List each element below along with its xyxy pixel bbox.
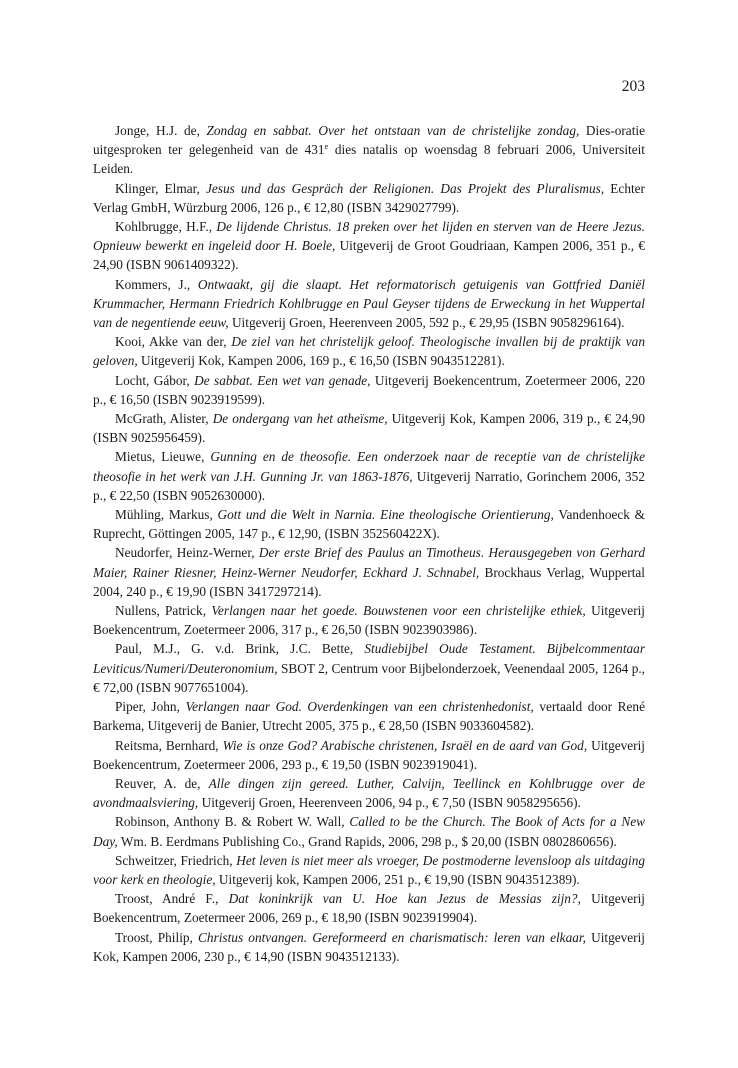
bibliography-entry <box>93 697 645 735</box>
entry-title: Gunning en de theosofie. Een onderzoek naar de receptie van de christelijke theosofie in het werk van J.H. Gunning Jr. van 1863-1876, <box>93 449 645 484</box>
entry-details: Uitgeverij Kok, Kampen 2006, 319 p., € 24,90 (ISBN 9025956459). <box>93 411 645 446</box>
entry-details: Uitgeverij Groen, Heerenveen 2006, 94 p., € 7,50 (ISBN 9058295656). <box>198 795 581 811</box>
bibliography-entry <box>93 275 645 333</box>
entry-title: Zondag en sabbat. Over het ontstaan van de christelijke zondag, <box>206 123 580 138</box>
bibliography-entry <box>93 543 645 601</box>
entry-title: Gott und die Welt in Narnia. Eine theologische Orientierung, <box>217 507 554 523</box>
entry-details: Brockhaus Verlag, Wuppertal 2004, 240 p., € 19,90 (ISBN 3417297214). <box>93 564 645 599</box>
entry-author: Jonge, H.J. de, <box>115 123 207 138</box>
entry-details: Wm. B. Eerdmans Publishing Co., Grand Rapids, 2006, 298 p., $ 20,00 (ISBN 0802860656). <box>117 833 617 849</box>
entry-author: McGrath, Alister, <box>115 411 213 427</box>
entry-details: Uitgeverij Boekencentrum, Zoetermeer 2006, 293 p., € 19,50 (ISBN 9023919041). <box>93 737 645 772</box>
entry-title: Der erste Brief des Paulus an Timotheus. Herausgegeben von Gerhard Maier, Rainer Riesner, Heinz-Werner Neudorfer, Eckhard J. Schnabel, <box>93 545 645 580</box>
entry-details: dies natalis op woensdag 8 februari 2006, Universiteit Leiden. <box>93 142 645 177</box>
entry-details: Uitgeverij Kok, Kampen 2006, 230 p., € 14,90 (ISBN 9043512133). <box>93 929 645 964</box>
entry-details: Uitgeverij kok, Kampen 2006, 251 p., € 19,90 (ISBN 9043512389). <box>215 871 580 887</box>
entry-author: Piper, John, <box>115 699 186 715</box>
bibliography-list <box>93 121 645 966</box>
entry-details: Uitgeverij Boekencentrum, Zoetermeer 2006, 220 p., € 16,50 (ISBN 9023919599). <box>93 372 646 407</box>
entry-title: Dat koninkrijk van U. Hoe kan Jezus de Messias zijn?, <box>228 891 581 907</box>
entry-author: Mühling, Markus, <box>115 507 218 523</box>
ordinal-superscript: e <box>324 141 329 152</box>
entry-title: Studiebijbel Oude Testament. Bijbelcommentaar Leviticus/Numeri/Deuteronomium, <box>93 641 645 676</box>
entry-author: Robinson, Anthony B. & Robert W. Wall, <box>115 814 350 830</box>
entry-title: Verlangen naar God. Overdenkingen van een christenhedonist, <box>185 699 534 715</box>
entry-title: Jesus und das Gespräch der Religionen. Das Projekt des Pluralismus, <box>205 180 605 196</box>
bibliography-entry <box>93 217 645 275</box>
entry-title: Ontwaakt, gij die slaapt. Het reformatorisch getuigenis van Gottfried Daniël Krummacher, Hermann Friedrich Kohlbrugge en Paul Geyser tijdens de Erweckung in het Wuppertal van de negentiende eeuw, <box>93 276 645 331</box>
entry-author: Locht, Gábor, <box>115 372 195 388</box>
entry-title: De sabbat. Een wet van genade, <box>194 372 371 388</box>
bibliography-entry <box>93 601 645 639</box>
entry-details: Echter Verlag GmbH, Würzburg 2006, 126 p., € 12,80 (ISBN 3429027799). <box>93 180 645 215</box>
bibliography-entry <box>93 639 645 697</box>
entry-author: Reitsma, Bernhard, <box>115 737 223 753</box>
bibliography-entry <box>93 447 645 505</box>
entry-title: Alle dingen zijn gereed. Luther, Calvijn, Teellinck en Kohlbrugge over de avondmaalsviering, <box>93 775 646 811</box>
entry-title: Christus ontvangen. Gereformeerd en charismatisch: leren van elkaar, <box>198 929 586 945</box>
bibliography-entry <box>93 774 645 812</box>
bibliography-entry <box>93 851 645 889</box>
entry-title: Het leven is niet meer als vroeger, De postmoderne levensloop als uitdaging voor kerk en theologie, <box>93 852 645 887</box>
bibliography-entry <box>93 179 645 217</box>
entry-title: Wie is onze God? Arabische christenen, Israël en de aard van God, <box>222 737 588 753</box>
bibliography-entry <box>93 889 645 927</box>
bibliography-entry <box>93 928 645 966</box>
entry-author: Neudorfer, Heinz-Werner, <box>115 545 259 561</box>
entry-author: Kommers, J., <box>115 276 198 292</box>
entry-author: Reuver, A. de, <box>115 775 209 791</box>
entry-title: De ondergang van het atheïsme, <box>212 411 388 427</box>
bibliography-entry <box>93 812 645 850</box>
bibliography-entry <box>93 409 645 447</box>
entry-details: Uitgeverij Kok, Kampen 2006, 169 p., € 16,50 (ISBN 9043512281). <box>137 353 505 369</box>
entry-details: Uitgeverij Narratio, Gorinchem 2006, 352 p., € 22,50 (ISBN 9052630000). <box>93 468 645 503</box>
page-number: 203 <box>621 78 645 95</box>
entry-details: Uitgeverij Boekencentrum, Zoetermeer 2006, 317 p., € 26,50 (ISBN 9023903986). <box>93 603 646 638</box>
bibliography-entry <box>93 505 645 543</box>
entry-details: Uitgeverij Boekencentrum, Zoetermeer 2006, 269 p., € 18,90 (ISBN 9023919904). <box>93 891 645 926</box>
entry-author: Mietus, Lieuwe, <box>115 449 211 465</box>
entry-title: Verlangen naar het goede. Bouwstenen voor een christelijke ethiek, <box>211 603 586 619</box>
entry-details: vertaald door René Barkema, Uitgeverij de Banier, Utrecht 2005, 375 p., € 28,50 (ISBN 9033604582). <box>93 699 645 734</box>
entry-author: Troost, Philip, <box>115 929 199 945</box>
bibliography-entry <box>93 371 645 409</box>
bibliography-entry <box>93 332 645 370</box>
entry-author: Kooi, Akke van der, <box>115 334 232 350</box>
entry-details: SBOT 2, Centrum voor Bijbelonderzoek, Veenendaal 2005, 1264 p., € 72,00 (ISBN 9077651004). <box>93 660 645 695</box>
entry-title: De lijdende Christus. 18 preken over het lijden en sterven van de Heere Jezus. Opnieuw bewerkt en ingeleid door H. Boele, <box>93 219 645 254</box>
entry-details: Uitgeverij de Groot Goudriaan, Kampen 2006, 351 p., € 24,90 (ISBN 9061409322). <box>93 238 645 273</box>
entry-title: De ziel van het christelijk geloof. Theologische invallen bij de praktijk van geloven, <box>93 334 645 369</box>
entry-author: Klinger, Elmar, <box>115 180 206 196</box>
entry-author: Kohlbrugge, H.F., <box>115 219 217 235</box>
bibliography-entry <box>93 121 645 179</box>
entry-author: Nullens, Patrick, <box>115 603 212 619</box>
entry-title: Called to be the Church. The Book of Acts for a New Day, <box>93 814 645 849</box>
entry-author: Troost, André F., <box>115 891 229 907</box>
entry-details: Dies-oratie uitgesproken ter gelegenheid van de 431 <box>93 123 645 158</box>
entry-details: Uitgeverij Groen, Heerenveen 2005, 592 p., € 29,95 (ISBN 9058296164). <box>228 315 625 331</box>
bibliography-entry <box>93 736 645 774</box>
entry-author: Paul, M.J., G. v.d. Brink, J.C. Bette, <box>115 641 365 657</box>
entry-author: Schweitzer, Friedrich, <box>115 852 237 868</box>
entry-details: Vandenhoeck & Ruprecht, Göttingen 2005, 147 p., € 12,90, (ISBN 352560422X). <box>93 507 645 542</box>
